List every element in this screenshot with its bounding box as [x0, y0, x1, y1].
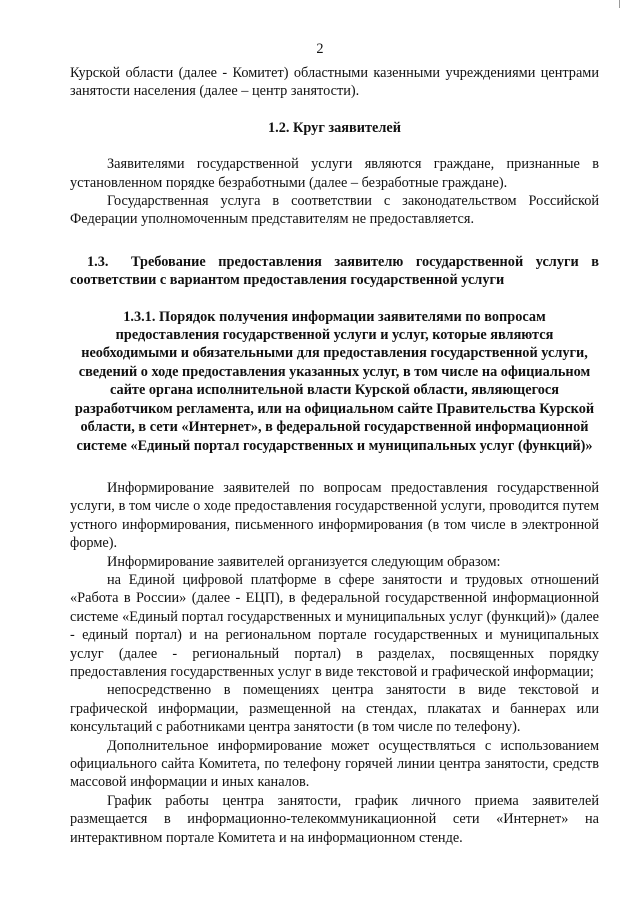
section-1-3-1-paragraph: непосредственно в помещениях центра занятости в виде текстовой и графической информации, размещенной на стендах, плакатах и баннерах или консультаций с работниками центра занятости (в том числе по телефону).: [70, 682, 599, 736]
section-1-3-1-paragraph: на Единой цифровой платформе в сфере занятости и трудовых отношений «Работа в России» (далее - ЕЦП), в федеральной государственной информационной системе «Единый портал государственных и муниципальных услуг (функций)» (далее - единый портал) и на региональном портале государственных и муниципальных услуг (далее - региональный портал) в разделах, посвященных порядку предоставления государственных услуг в виде текстовой и графической информации;: [70, 571, 599, 680]
section-1-3-1-paragraph: Информирование заявителей организуется следующим образом:: [107, 553, 501, 570]
section-1-2-heading: 1.2. Круг заявителей: [268, 119, 401, 136]
section-1-3-1-paragraph: Дополнительное информирование может осуществляться с использованием официального сайта Комитета, по телефону горячей линии центра занятости, средств массовой информации и иных каналов.: [70, 737, 599, 791]
intro-paragraph: Курской области (далее - Комитет) областными казенными учреждениями центрами занятости населения (далее – центр занятости).: [70, 65, 599, 100]
scan-edge-mark: [619, 0, 620, 8]
page-number: 2: [316, 41, 324, 57]
section-1-3-heading: [70, 253, 599, 290]
section-1-3-1-paragraph: Информирование заявителей по вопросам предоставления государственной услуги, в том числе о ходе предоставления государственной услуги, проводится путем устного информирования, письменного информирования (в том числе в электронной форме).: [70, 479, 599, 552]
section-1-2-paragraph: Заявителями государственной услуги являются граждане, признанные в установленном порядке безработными (далее – безработные граждане).: [70, 156, 599, 191]
section-1-2-paragraph: Государственная услуга в соответствии с законодательством Российской Федерации уполномоченным представителям не предоставляется.: [70, 193, 599, 228]
document-body: [70, 64, 599, 847]
section-1-3-number: 1.3.: [87, 253, 109, 270]
section-1-3-1-paragraph: График работы центра занятости, график личного приема заявителей размещается в информационно-телекоммуникационной сети «Интернет» на интерактивном портале Комитета и на информационном стенде.: [70, 792, 599, 846]
section-1-3-title: Требование предоставления заявителю государственной услуги в соответствии с вариантом предоставления государственной услуги: [70, 253, 599, 289]
section-1-3-1-heading: 1.3.1. Порядок получения информации заявителями по вопросам предоставления государственной услуги и услуг, которые являются необходимыми и обязательными для предоставления государственной услуги, сведений о ходе предоставления указанных услуг, в том числе на официальном сайте органа исполнительной власти Курской области, являющегося разработчиком регламента, или на официальном сайте Правительства Курской области, в сети «Интернет», в федеральной государственной информационной системе «Единый портал государственных и муниципальных услуг (функций)»: [74, 308, 595, 454]
